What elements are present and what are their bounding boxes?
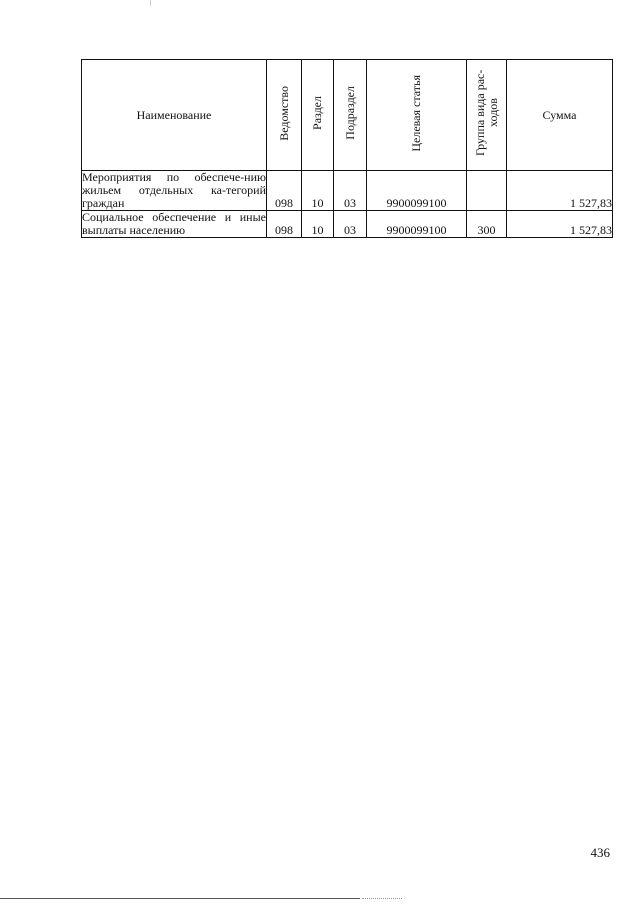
header-target-article (367, 60, 467, 171)
header-department-label: Ведомство (276, 85, 291, 141)
table-header-row (82, 60, 613, 171)
header-department (267, 60, 302, 171)
row-expense-group: 300 (467, 211, 507, 238)
row-subsection: 03 (334, 211, 367, 238)
footer-rule (0, 898, 360, 899)
budget-table (81, 59, 613, 238)
header-amount (507, 60, 613, 171)
header-section-label: Раздел (310, 96, 324, 130)
row-name: Социальное обеспечение и иные выплаты населению (82, 210, 266, 237)
page-number: 436 (590, 845, 610, 860)
row-target-article: 9900099100 (367, 171, 467, 211)
header-amount-label: Сумма (542, 107, 577, 122)
row-subsection: 03 (334, 171, 367, 211)
header-target-article-label: Целевая статья (409, 74, 423, 152)
header-expense-group-label: Группа вида рас-ходов (472, 69, 500, 157)
header-subsection-label: Подраздел (342, 86, 357, 140)
header-section (302, 60, 334, 171)
footer-rule-dotted (362, 898, 402, 899)
row-section: 10 (302, 171, 334, 211)
row-department: 098 (267, 211, 302, 238)
scan-mark (150, 0, 151, 6)
row-name: Мероприятия по обеспече-нию жильем отдельных ка-тегорий граждан (82, 170, 266, 210)
row-amount: 1 527,83 (507, 171, 613, 211)
row-amount: 1 527,83 (507, 211, 613, 238)
row-expense-group (467, 171, 507, 211)
header-name (82, 60, 267, 171)
row-department: 098 (267, 171, 302, 211)
header-expense-group (467, 60, 507, 171)
table-row (82, 211, 613, 238)
header-subsection (334, 60, 367, 171)
row-target-article: 9900099100 (367, 211, 467, 238)
row-section: 10 (302, 211, 334, 238)
table-row (82, 171, 613, 211)
header-name-label: Наименование (136, 107, 212, 122)
